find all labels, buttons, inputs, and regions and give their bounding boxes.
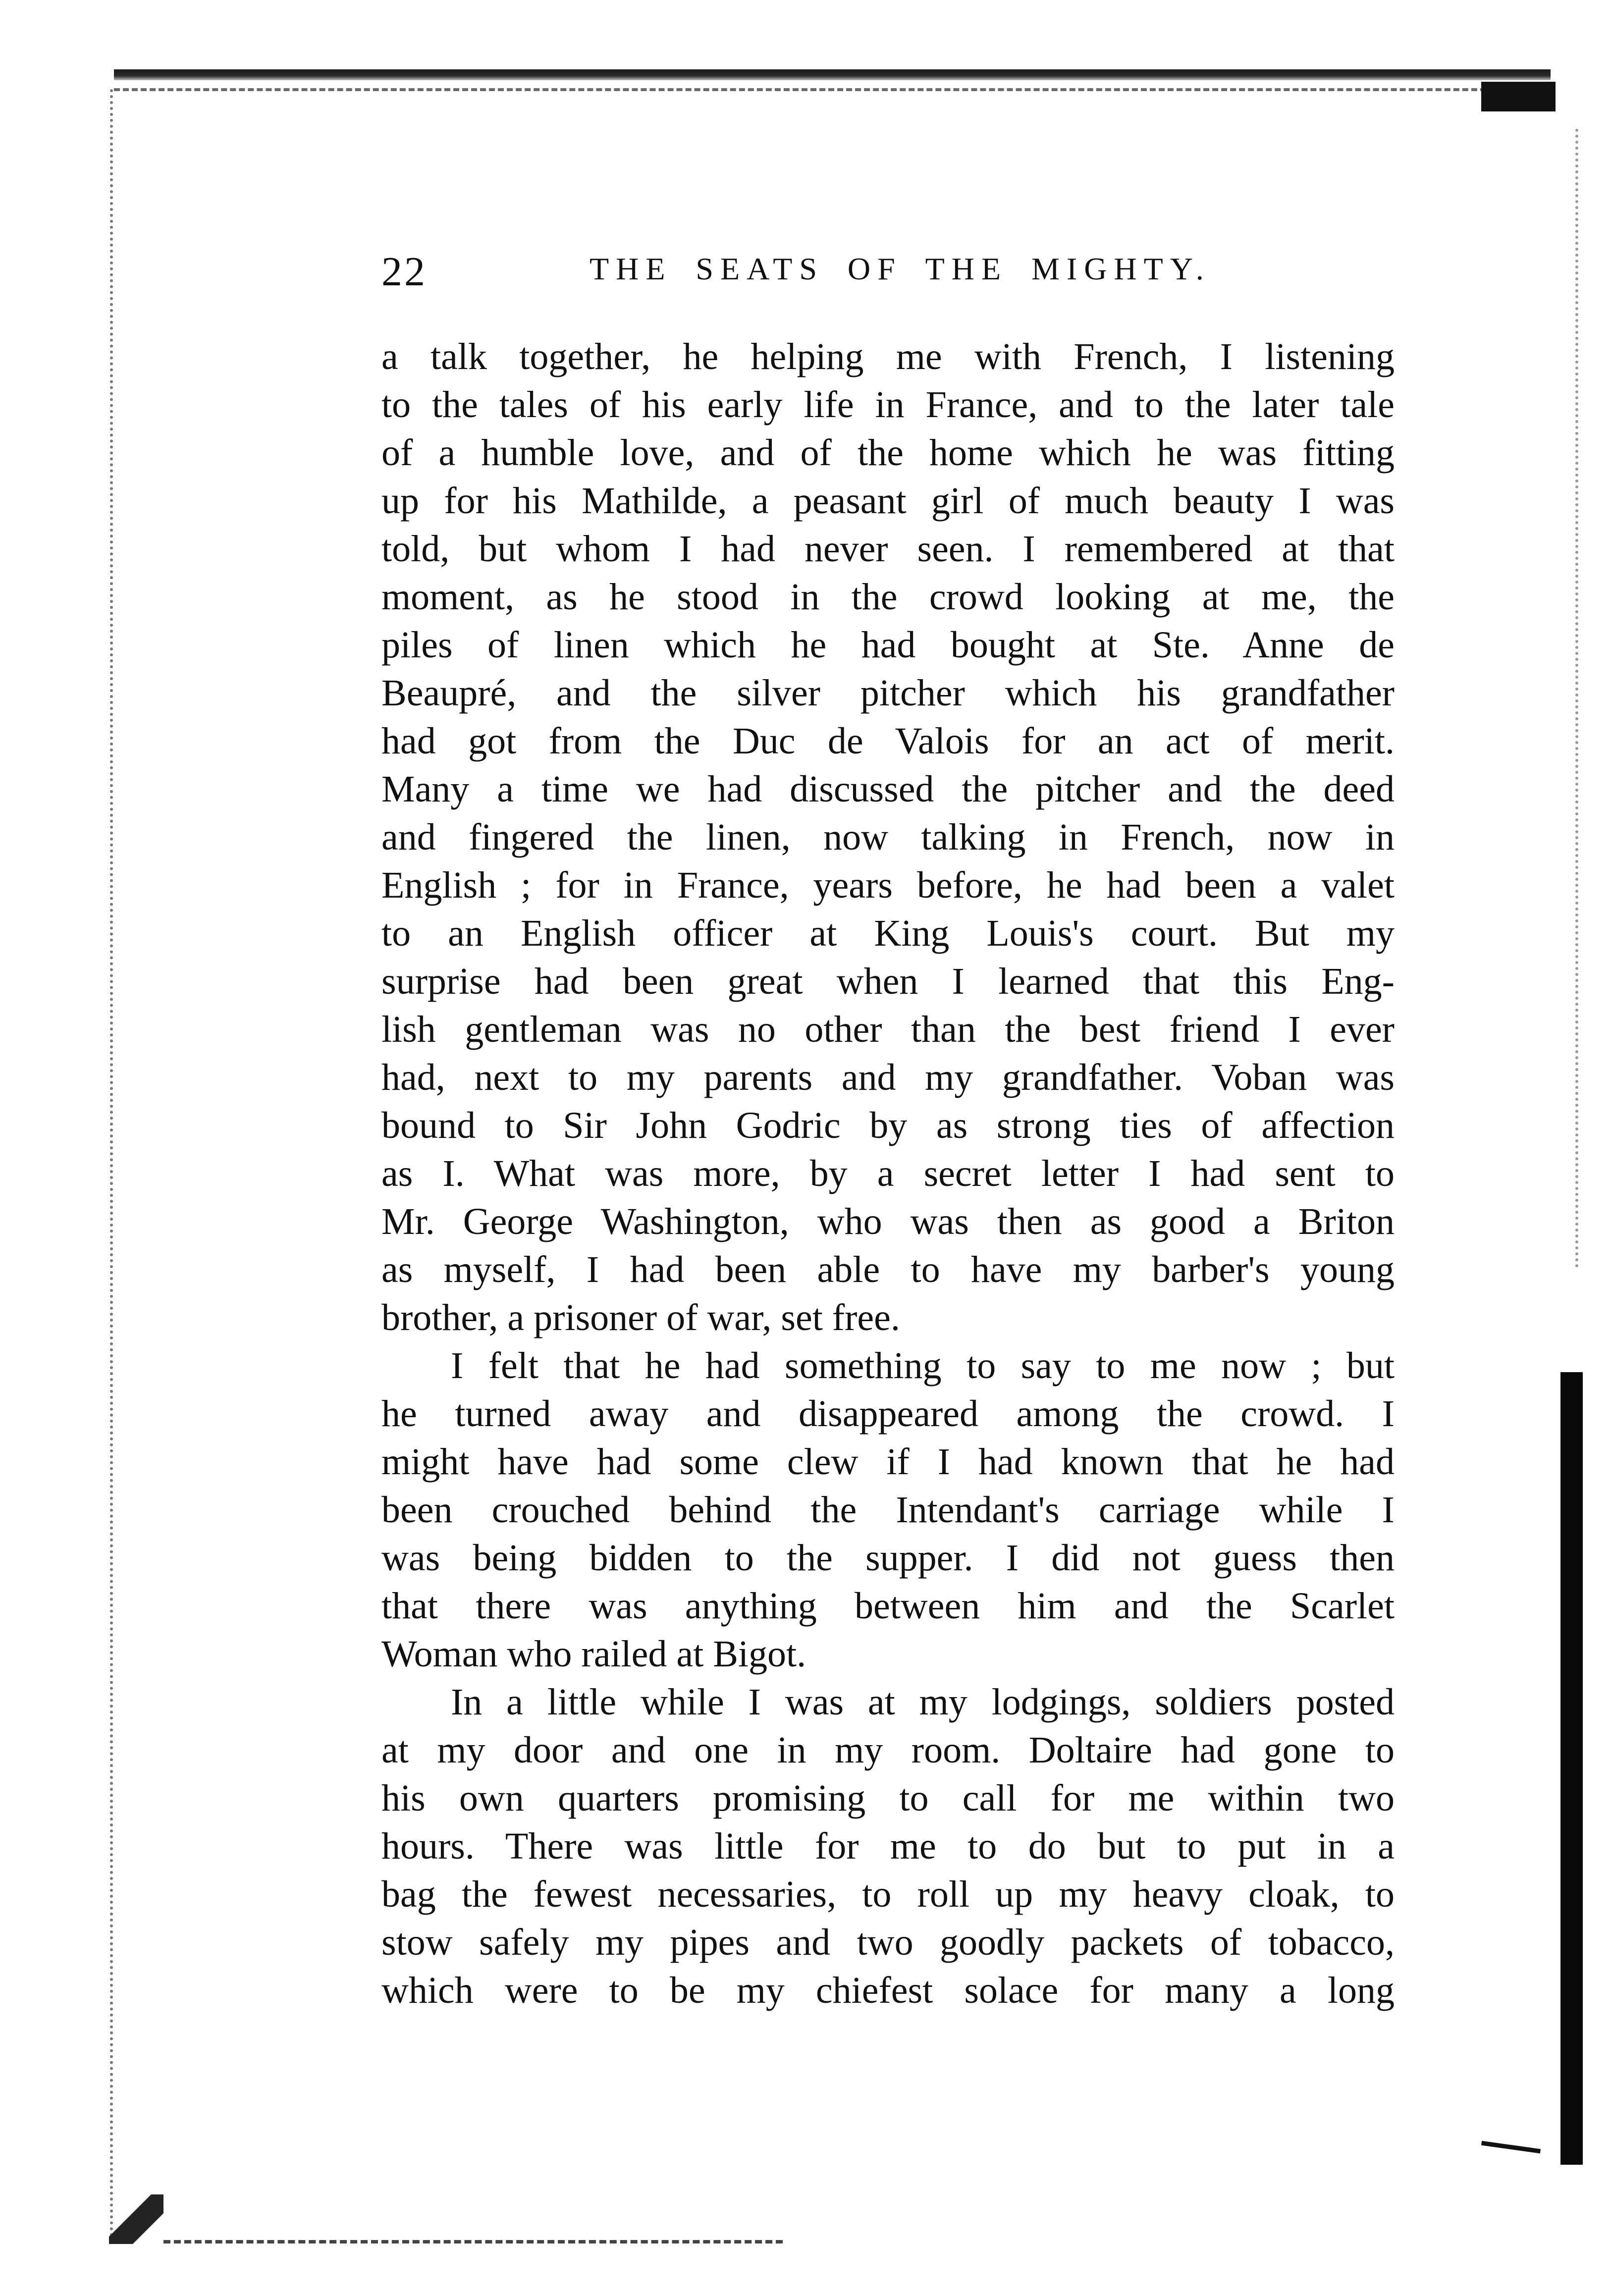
text-line: brother, a prisoner of war, set free.	[381, 1297, 900, 1338]
scan-border-left	[110, 89, 113, 2244]
page-number: 22	[381, 249, 427, 295]
scan-border-top-dashed	[114, 88, 1531, 91]
text-line: moment, as he stood in the crowd looking at me, the	[381, 576, 1395, 618]
text-line: I felt that he had something to say to me now ; but	[451, 1345, 1395, 1387]
text-line: as myself, I had been able to have my barber's young	[381, 1249, 1395, 1290]
text-line: bag the fewest necessaries, to roll up my heavy cloak, to	[381, 1873, 1395, 1915]
body-text	[381, 333, 1395, 2015]
text-line: bound to Sir John Godric by as strong ties of affection	[381, 1105, 1395, 1146]
text-line: at my door and one in my room. Doltaire had gone to	[381, 1729, 1395, 1771]
text-line: English ; for in France, years before, he had been a valet	[381, 864, 1395, 906]
scan-border-top	[114, 69, 1551, 80]
text-line: of a humble love, and of the home which he was fitting	[381, 432, 1395, 474]
text-line: surprise had been great when I learned that this Eng-	[381, 961, 1395, 1002]
text-line: piles of linen which he had bought at Ste. Anne de	[381, 624, 1395, 666]
scan-artifact-top-right	[1481, 82, 1556, 111]
text-line: his own quarters promising to call for me within two	[381, 1777, 1395, 1819]
text-line: to the tales of his early life in France, and to the later tale	[381, 384, 1395, 426]
text-line: Mr. George Washington, who was then as good a Briton	[381, 1201, 1395, 1242]
text-line: hours. There was little for me to do but to put in a	[381, 1825, 1395, 1867]
text-line: Beaupré, and the silver pitcher which his grandfather	[381, 672, 1395, 714]
text-line: In a little while I was at my lodgings, soldiers posted	[451, 1681, 1395, 1723]
text-line: lish gentleman was no other than the best friend I ever	[381, 1009, 1395, 1050]
scan-border-right-dotted	[1575, 129, 1578, 1268]
scan-border-right-bar	[1560, 1372, 1583, 2165]
text-line: up for his Mathilde, a peasant girl of much beauty I was	[381, 480, 1395, 522]
text-line: and fingered the linen, now talking in French, now in	[381, 816, 1395, 858]
scan-artifact-bottom-right	[1481, 2141, 1541, 2154]
text-line: Woman who railed at Bigot.	[381, 1633, 806, 1675]
text-line: Many a time we had discussed the pitcher and the deed	[381, 768, 1395, 810]
running-head	[381, 248, 1402, 295]
text-line: he turned away and disappeared among the crowd. I	[381, 1393, 1395, 1435]
text-line: to an English officer at King Louis's court. But my	[381, 912, 1395, 954]
text-line: might have had some clew if I had known that he had	[381, 1441, 1395, 1483]
scan-artifact-bottom-left	[109, 2194, 163, 2244]
text-line: that there was anything between him and the Scarlet	[381, 1585, 1395, 1627]
text-line: was being bidden to the supper. I did not guess then	[381, 1537, 1395, 1579]
text-line: which were to be my chiefest solace for many a long	[381, 1970, 1395, 2011]
text-line: stow safely my pipes and two goodly packets of tobacco,	[381, 1922, 1395, 1963]
running-title: THE SEATS OF THE MIGHTY.	[590, 251, 1211, 286]
text-line: as I. What was more, by a secret letter I had sent to	[381, 1153, 1395, 1194]
scan-border-bottom	[163, 2240, 783, 2243]
text-line: had, next to my parents and my grandfather. Voban was	[381, 1057, 1395, 1098]
text-line: been crouched behind the Intendant's carriage while I	[381, 1489, 1395, 1531]
text-line: a talk together, he helping me with French, I listening	[381, 336, 1395, 377]
text-line: told, but whom I had never seen. I remembered at that	[381, 528, 1395, 570]
text-line: had got from the Duc de Valois for an act of merit.	[381, 720, 1395, 762]
